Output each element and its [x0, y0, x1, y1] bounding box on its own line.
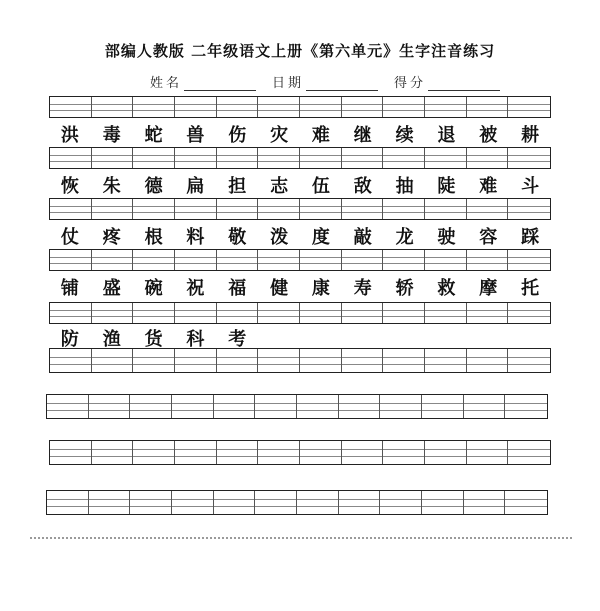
pinyin-cell[interactable]: [130, 491, 172, 514]
pinyin-cell[interactable]: [383, 441, 425, 464]
pinyin-cell[interactable]: [92, 199, 134, 219]
pinyin-cell[interactable]: [133, 199, 175, 219]
pinyin-cell[interactable]: [508, 441, 550, 464]
pinyin-cell[interactable]: [92, 303, 134, 323]
hanzi-character: 斗: [521, 176, 540, 197]
pinyin-cell[interactable]: [505, 395, 547, 418]
pinyin-cell[interactable]: [130, 395, 172, 418]
pinyin-cell[interactable]: [339, 491, 381, 514]
pinyin-grid[interactable]: [49, 96, 551, 118]
score-label: 得分: [394, 76, 427, 91]
pinyin-cell[interactable]: [383, 303, 425, 323]
name-label: 姓名: [150, 76, 183, 91]
pinyin-cell[interactable]: [342, 199, 384, 219]
pinyin-cell[interactable]: [175, 303, 217, 323]
hanzi-character: 志: [270, 176, 289, 197]
pinyin-cell[interactable]: [175, 199, 217, 219]
pinyin-cell[interactable]: [214, 395, 256, 418]
hanzi-character: 科: [186, 329, 205, 350]
character-row: [49, 121, 551, 147]
hanzi-character: 铺: [60, 278, 79, 299]
page-divider: [30, 537, 572, 539]
pinyin-cell[interactable]: [342, 250, 384, 270]
character-row: [49, 223, 551, 249]
pinyin-cell[interactable]: [383, 349, 425, 372]
pinyin-cell[interactable]: [508, 97, 550, 117]
hanzi-character: 抽: [395, 176, 414, 197]
pinyin-cell[interactable]: [383, 97, 425, 117]
hanzi-character: 陡: [437, 176, 456, 197]
pinyin-cell[interactable]: [175, 250, 217, 270]
pinyin-cell[interactable]: [89, 491, 131, 514]
pinyin-cell[interactable]: [508, 250, 550, 270]
pinyin-cell[interactable]: [50, 349, 92, 372]
hanzi-character: 度: [311, 227, 330, 248]
pinyin-cell[interactable]: [300, 303, 342, 323]
pinyin-cell[interactable]: [255, 395, 297, 418]
hanzi-character: 被: [479, 125, 498, 146]
pinyin-cell[interactable]: [467, 199, 509, 219]
hanzi-character: 退: [437, 125, 456, 146]
hanzi-character: 救: [437, 278, 456, 299]
hanzi-character: 伤: [228, 125, 247, 146]
pinyin-cell[interactable]: [217, 349, 259, 372]
hanzi-character: 洪: [60, 125, 79, 146]
pinyin-cell[interactable]: [172, 491, 214, 514]
pinyin-cell[interactable]: [300, 250, 342, 270]
pinyin-cell[interactable]: [50, 441, 92, 464]
hanzi-character: 料: [186, 227, 205, 248]
hanzi-character: 续: [395, 125, 414, 146]
worksheet-title: 部编人教版 二年级语文上册《第六单元》生字注音练习: [104, 42, 496, 60]
pinyin-cell[interactable]: [467, 441, 509, 464]
hanzi-character: 盛: [102, 278, 121, 299]
hanzi-character: 泼: [270, 227, 289, 248]
pinyin-cell[interactable]: [258, 349, 300, 372]
pinyin-cell[interactable]: [89, 395, 131, 418]
pinyin-cell[interactable]: [50, 199, 92, 219]
character-row: [49, 172, 551, 198]
pinyin-cell[interactable]: [175, 349, 217, 372]
pinyin-cell[interactable]: [342, 97, 384, 117]
pinyin-cell[interactable]: [50, 250, 92, 270]
character-row: [49, 325, 551, 351]
pinyin-cell[interactable]: [217, 303, 259, 323]
pinyin-cell[interactable]: [508, 148, 550, 168]
pinyin-cell[interactable]: [383, 250, 425, 270]
hanzi-character: 轿: [395, 278, 414, 299]
pinyin-cell[interactable]: [175, 97, 217, 117]
pinyin-cell[interactable]: [425, 97, 467, 117]
pinyin-cell[interactable]: [92, 349, 134, 372]
hanzi-character: 敲: [353, 227, 372, 248]
pinyin-cell[interactable]: [467, 349, 509, 372]
pinyin-cell[interactable]: [467, 250, 509, 270]
pinyin-grid[interactable]: [49, 249, 551, 271]
hanzi-character: [509, 325, 551, 351]
pinyin-cell[interactable]: [339, 395, 381, 418]
hanzi-character: 兽: [186, 125, 205, 146]
hanzi-character: 继: [353, 125, 372, 146]
pinyin-cell[interactable]: [92, 97, 134, 117]
student-info-row: [150, 72, 516, 91]
hanzi-character: 担: [228, 176, 247, 197]
pinyin-cell[interactable]: [133, 349, 175, 372]
pinyin-grid[interactable]: [49, 348, 551, 373]
pinyin-cell[interactable]: [217, 250, 259, 270]
pinyin-cell[interactable]: [133, 250, 175, 270]
hanzi-character: 摩: [479, 278, 498, 299]
hanzi-character: 祝: [186, 278, 205, 299]
pinyin-cell[interactable]: [467, 97, 509, 117]
hanzi-character: 容: [479, 227, 498, 248]
hanzi-character: 扁: [186, 176, 205, 197]
hanzi-character: 疼: [102, 227, 121, 248]
pinyin-cell[interactable]: [258, 441, 300, 464]
score-blank[interactable]: [428, 76, 500, 91]
pinyin-cell[interactable]: [133, 148, 175, 168]
hanzi-character: 灾: [270, 125, 289, 146]
pinyin-cell[interactable]: [214, 491, 256, 514]
pinyin-grid[interactable]: [49, 198, 551, 220]
hanzi-character: [425, 325, 467, 351]
pinyin-cell[interactable]: [508, 349, 550, 372]
date-label: 日期: [272, 76, 305, 91]
pinyin-cell[interactable]: [172, 395, 214, 418]
pinyin-cell[interactable]: [258, 199, 300, 219]
pinyin-grid[interactable]: [49, 302, 551, 324]
pinyin-cell[interactable]: [50, 148, 92, 168]
hanzi-character: 德: [144, 176, 163, 197]
pinyin-cell[interactable]: [467, 148, 509, 168]
hanzi-character: 健: [270, 278, 289, 299]
pinyin-grid[interactable]: [46, 394, 548, 419]
hanzi-character: 毒: [102, 125, 121, 146]
pinyin-cell[interactable]: [422, 491, 464, 514]
hanzi-character: 朱: [102, 176, 121, 197]
pinyin-cell[interactable]: [50, 303, 92, 323]
pinyin-cell[interactable]: [217, 199, 259, 219]
hanzi-character: [467, 325, 509, 351]
character-row: [49, 274, 551, 300]
pinyin-cell[interactable]: [297, 491, 339, 514]
hanzi-character: 难: [311, 125, 330, 146]
pinyin-cell[interactable]: [425, 441, 467, 464]
pinyin-cell[interactable]: [300, 441, 342, 464]
hanzi-character: 托: [521, 278, 540, 299]
hanzi-character: 驶: [437, 227, 456, 248]
name-blank[interactable]: [184, 76, 256, 91]
pinyin-cell[interactable]: [217, 97, 259, 117]
pinyin-cell[interactable]: [342, 349, 384, 372]
pinyin-cell[interactable]: [383, 199, 425, 219]
hanzi-character: [300, 325, 342, 351]
hanzi-character: 难: [479, 176, 498, 197]
hanzi-character: [384, 325, 426, 351]
pinyin-cell[interactable]: [425, 349, 467, 372]
hanzi-character: 康: [311, 278, 330, 299]
hanzi-character: 龙: [395, 227, 414, 248]
pinyin-cell[interactable]: [175, 148, 217, 168]
pinyin-cell[interactable]: [467, 303, 509, 323]
pinyin-cell[interactable]: [464, 395, 506, 418]
pinyin-cell[interactable]: [258, 250, 300, 270]
hanzi-character: 渔: [102, 329, 121, 350]
hanzi-character: 仗: [60, 227, 79, 248]
pinyin-cell[interactable]: [258, 148, 300, 168]
pinyin-cell[interactable]: [255, 491, 297, 514]
pinyin-cell[interactable]: [133, 441, 175, 464]
pinyin-cell[interactable]: [422, 395, 464, 418]
pinyin-cell[interactable]: [300, 199, 342, 219]
pinyin-cell[interactable]: [342, 148, 384, 168]
hanzi-character: 蛇: [144, 125, 163, 146]
pinyin-cell[interactable]: [383, 148, 425, 168]
pinyin-cell[interactable]: [92, 148, 134, 168]
pinyin-cell[interactable]: [92, 441, 134, 464]
hanzi-character: 货: [144, 329, 163, 350]
date-blank[interactable]: [306, 76, 378, 91]
hanzi-character: 伍: [311, 176, 330, 197]
pinyin-cell[interactable]: [47, 395, 89, 418]
pinyin-cell[interactable]: [300, 349, 342, 372]
hanzi-character: 耕: [521, 125, 540, 146]
pinyin-cell[interactable]: [258, 303, 300, 323]
hanzi-character: 敌: [353, 176, 372, 197]
hanzi-character: 踩: [521, 227, 540, 248]
hanzi-character: [342, 325, 384, 351]
pinyin-cell[interactable]: [425, 199, 467, 219]
pinyin-cell[interactable]: [342, 303, 384, 323]
pinyin-cell[interactable]: [297, 395, 339, 418]
pinyin-cell[interactable]: [342, 441, 384, 464]
pinyin-cell[interactable]: [380, 491, 422, 514]
pinyin-cell[interactable]: [47, 491, 89, 514]
hanzi-character: 福: [228, 278, 247, 299]
hanzi-character: 防: [60, 329, 79, 350]
pinyin-cell[interactable]: [133, 97, 175, 117]
hanzi-character: 考: [228, 329, 247, 350]
hanzi-character: 寿: [353, 278, 372, 299]
pinyin-grid[interactable]: [49, 147, 551, 169]
pinyin-cell[interactable]: [217, 148, 259, 168]
hanzi-character: 恢: [60, 176, 79, 197]
hanzi-character: 敬: [228, 227, 247, 248]
pinyin-cell[interactable]: [50, 97, 92, 117]
pinyin-cell[interactable]: [300, 148, 342, 168]
hanzi-character: 根: [144, 227, 163, 248]
pinyin-cell[interactable]: [508, 199, 550, 219]
pinyin-cell[interactable]: [380, 395, 422, 418]
pinyin-cell[interactable]: [300, 97, 342, 117]
pinyin-cell[interactable]: [133, 303, 175, 323]
hanzi-character: 碗: [144, 278, 163, 299]
pinyin-cell[interactable]: [464, 491, 506, 514]
pinyin-cell[interactable]: [92, 250, 134, 270]
pinyin-cell[interactable]: [258, 97, 300, 117]
pinyin-cell[interactable]: [425, 250, 467, 270]
pinyin-cell[interactable]: [425, 303, 467, 323]
pinyin-cell[interactable]: [217, 441, 259, 464]
pinyin-grid[interactable]: [49, 440, 551, 465]
pinyin-cell[interactable]: [505, 491, 547, 514]
pinyin-cell[interactable]: [425, 148, 467, 168]
pinyin-cell[interactable]: [175, 441, 217, 464]
pinyin-grid[interactable]: [46, 490, 548, 515]
hanzi-character: [258, 325, 300, 351]
pinyin-cell[interactable]: [508, 303, 550, 323]
